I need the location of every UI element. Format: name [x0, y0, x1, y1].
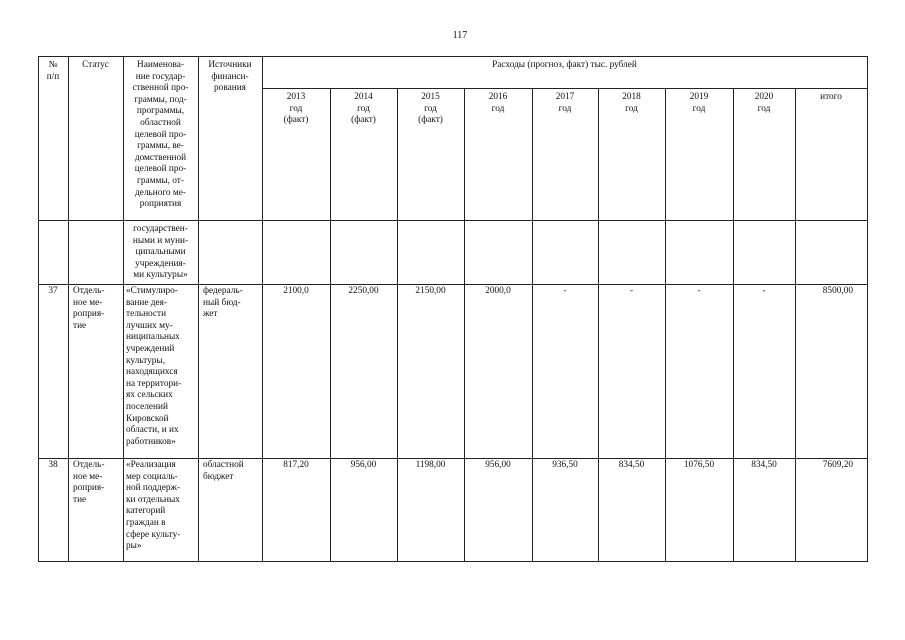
header-year-2020: 2020 год [754, 92, 774, 114]
grid-line [38, 220, 868, 221]
grid-line [598, 88, 599, 561]
header-name: Наименова- ние государ- ственной про- граммы, под- программы, областной целевой про- граммы, ве- домственной целевой про- граммы, от- дельного ме- роприятия [132, 60, 189, 210]
header-year-2019: 2019 год [689, 92, 709, 114]
row-38-value-2016: 956,00 [485, 460, 511, 470]
row-38-value-2015: 1198,00 [415, 460, 446, 470]
grid-line [68, 56, 69, 561]
row-38-source: областной бюджет [203, 460, 244, 482]
header-year-2016: 2016 год [488, 92, 508, 114]
row-37-value-2014: 2250,00 [348, 286, 379, 296]
row-37-total: 8500,00 [822, 286, 853, 296]
header-year-2014: 2014 год (факт) [351, 92, 376, 126]
grid-line [867, 56, 868, 561]
row-38-value-2018: 834,50 [618, 460, 645, 470]
grid-line [464, 88, 465, 561]
row-37-source: федераль- ный бюд- жет [203, 286, 243, 320]
continuation-name: государствен- ными и муни- ципальными учреждения- ми культуры» [132, 224, 189, 281]
row-37-value-2016: 2000,0 [485, 286, 511, 296]
grid-line [262, 88, 868, 89]
header-year-2013: 2013 год (факт) [283, 92, 309, 126]
row-38-total: 7609,20 [822, 460, 853, 470]
grid-line [38, 56, 39, 561]
grid-line [262, 56, 263, 561]
row-37-value-2019: - [697, 286, 701, 296]
row-37-name: «Стимулиро- вание дея- тельности лучших му- ниципальных учреждений культуры, находящихся на территори- ях сельских поселений Кировской области, и их работников» [126, 286, 182, 447]
row-37-value-2017: - [563, 286, 567, 296]
header-expenses: Расходы (прогноз, факт) тыс. рублей [492, 60, 637, 70]
row-37-value-2020: - [762, 286, 766, 296]
row-38-value-2014: 956,00 [350, 460, 377, 470]
grid-line [38, 56, 868, 57]
row-37-status: Отдель- ное ме- роприя- тие [73, 286, 105, 331]
row-38-value-2020: 834,50 [751, 460, 777, 470]
row-37-value-2015: 2150,00 [415, 286, 446, 296]
row-38-name: «Реализация мер социаль- ной поддерж- ки отдельных категорий граждан в сфере культу- ры» [126, 460, 181, 552]
grid-line [397, 88, 398, 561]
row-37-num: 37 [48, 286, 58, 296]
grid-line [795, 88, 796, 561]
header-year-2015: 2015 год (факт) [418, 92, 443, 126]
row-38-num: 38 [48, 460, 58, 470]
grid-line [38, 458, 868, 459]
page-number: 117 [452, 30, 468, 41]
grid-line [38, 284, 868, 285]
row-38-value-2017: 936,50 [552, 460, 578, 470]
header-num: № п/п [46, 60, 60, 82]
grid-line [38, 561, 868, 562]
grid-line [198, 56, 199, 561]
row-37-value-2013: 2100,0 [283, 286, 309, 296]
header-status: Статус [82, 60, 109, 70]
row-38-value-2019: 1076,50 [683, 460, 715, 470]
grid-line [733, 88, 734, 561]
header-sources: Источники финанси- рования [208, 60, 252, 94]
header-total: итого [820, 92, 842, 102]
row-38-value-2013: 817,20 [283, 460, 309, 470]
row-38-status: Отдель- ное ме- роприя- тие [73, 460, 105, 505]
grid-line [330, 88, 331, 561]
header-year-2017: 2017 год [555, 92, 575, 114]
grid-line [665, 88, 666, 561]
row-37-value-2018: - [629, 286, 634, 296]
grid-line [532, 88, 533, 561]
header-year-2018: 2018 год [622, 92, 641, 114]
